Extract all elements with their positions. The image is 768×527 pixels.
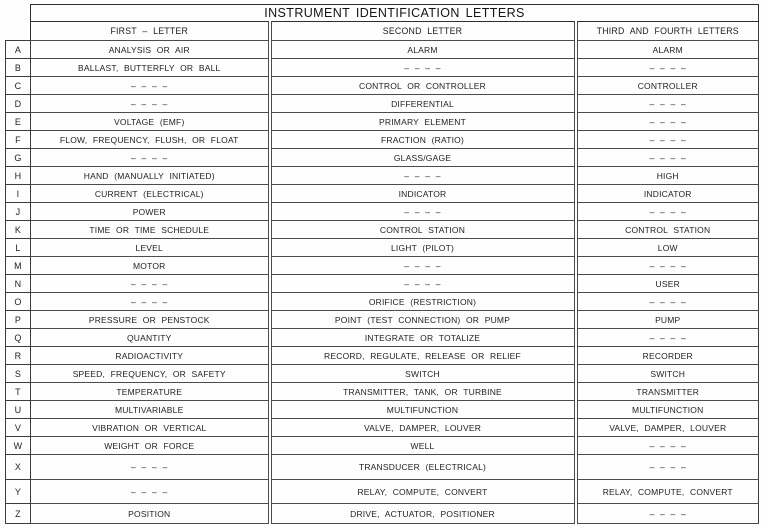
- cell-first-letter-meaning: POWER: [31, 203, 270, 221]
- table-row: [6, 455, 759, 480]
- cell-first-letter-meaning: TEMPERATURE: [31, 383, 270, 401]
- table-row: [6, 41, 759, 59]
- table-row: [6, 401, 759, 419]
- row-letter: B: [6, 59, 31, 77]
- cell-first-letter-meaning: ANALYSIS OR AIR: [31, 41, 270, 59]
- cell-first-letter-meaning: SPEED, FREQUENCY, OR SAFETY: [31, 365, 270, 383]
- cell-third-fourth-letters-meaning: SWITCH: [576, 365, 759, 383]
- table-row: [6, 131, 759, 149]
- cell-second-letter-meaning: PRIMARY ELEMENT: [270, 113, 576, 131]
- row-letter: O: [6, 293, 31, 311]
- row-letter: D: [6, 95, 31, 113]
- cell-third-fourth-letters-meaning: USER: [576, 275, 759, 293]
- row-letter: A: [6, 41, 31, 59]
- row-letter: Y: [6, 480, 31, 504]
- cell-second-letter-meaning: INTEGRATE OR TOTALIZE: [270, 329, 576, 347]
- table-row: [6, 347, 759, 365]
- cell-third-fourth-letters-meaning: INDICATOR: [576, 185, 759, 203]
- table-row: [6, 365, 759, 383]
- row-letter: F: [6, 131, 31, 149]
- cell-first-letter-meaning: RADIOACTIVITY: [31, 347, 270, 365]
- cell-second-letter-meaning: VALVE, DAMPER, LOUVER: [270, 419, 576, 437]
- cell-third-fourth-letters-meaning: – – – –: [576, 131, 759, 149]
- cell-third-fourth-letters-meaning: – – – –: [576, 329, 759, 347]
- column-header-third-fourth-letters: THIRD AND FOURTH LETTERS: [576, 22, 759, 41]
- table-title: INSTRUMENT IDENTIFICATION LETTERS: [31, 5, 759, 22]
- cell-second-letter-meaning: MULTIFUNCTION: [270, 401, 576, 419]
- cell-third-fourth-letters-meaning: CONTROL STATION: [576, 221, 759, 239]
- cell-second-letter-meaning: GLASS/GAGE: [270, 149, 576, 167]
- cell-first-letter-meaning: MULTIVARIABLE: [31, 401, 270, 419]
- table-row: [6, 77, 759, 95]
- cell-third-fourth-letters-meaning: – – – –: [576, 437, 759, 455]
- cell-third-fourth-letters-meaning: PUMP: [576, 311, 759, 329]
- cell-third-fourth-letters-meaning: RELAY, COMPUTE, CONVERT: [576, 480, 759, 504]
- cell-first-letter-meaning: – – – –: [31, 455, 270, 480]
- cell-first-letter-meaning: – – – –: [31, 77, 270, 95]
- cell-second-letter-meaning: ORIFICE (RESTRICTION): [270, 293, 576, 311]
- table-row: [6, 113, 759, 131]
- cell-third-fourth-letters-meaning: – – – –: [576, 504, 759, 524]
- row-letter: Q: [6, 329, 31, 347]
- cell-second-letter-meaning: CONTROL OR CONTROLLER: [270, 77, 576, 95]
- cell-second-letter-meaning: DIFFERENTIAL: [270, 95, 576, 113]
- cell-second-letter-meaning: – – – –: [270, 59, 576, 77]
- table-row: [6, 504, 759, 524]
- cell-second-letter-meaning: RECORD, REGULATE, RELEASE OR RELIEF: [270, 347, 576, 365]
- row-letter: S: [6, 365, 31, 383]
- cell-second-letter-meaning: – – – –: [270, 167, 576, 185]
- cell-second-letter-meaning: – – – –: [270, 203, 576, 221]
- table-body: [6, 41, 759, 524]
- row-letter: K: [6, 221, 31, 239]
- title-row: [6, 5, 759, 22]
- cell-second-letter-meaning: INDICATOR: [270, 185, 576, 203]
- instrument-identification-table: [5, 4, 759, 524]
- row-letter: R: [6, 347, 31, 365]
- cell-first-letter-meaning: FLOW, FREQUENCY, FLUSH, OR FLOAT: [31, 131, 270, 149]
- cell-third-fourth-letters-meaning: RECORDER: [576, 347, 759, 365]
- row-letter: W: [6, 437, 31, 455]
- cell-second-letter-meaning: ALARM: [270, 41, 576, 59]
- cell-second-letter-meaning: DRIVE, ACTUATOR, POSITIONER: [270, 504, 576, 524]
- cell-third-fourth-letters-meaning: – – – –: [576, 455, 759, 480]
- cell-second-letter-meaning: LIGHT (PILOT): [270, 239, 576, 257]
- cell-third-fourth-letters-meaning: – – – –: [576, 293, 759, 311]
- cell-third-fourth-letters-meaning: ALARM: [576, 41, 759, 59]
- row-letter: V: [6, 419, 31, 437]
- cell-third-fourth-letters-meaning: – – – –: [576, 113, 759, 131]
- table-row: [6, 275, 759, 293]
- row-letter: T: [6, 383, 31, 401]
- column-header-row: [6, 22, 759, 41]
- cell-first-letter-meaning: PRESSURE OR PENSTOCK: [31, 311, 270, 329]
- cell-third-fourth-letters-meaning: – – – –: [576, 95, 759, 113]
- cell-first-letter-meaning: – – – –: [31, 95, 270, 113]
- cell-first-letter-meaning: VOLTAGE (EMF): [31, 113, 270, 131]
- cell-first-letter-meaning: VIBRATION OR VERTICAL: [31, 419, 270, 437]
- row-letter: U: [6, 401, 31, 419]
- row-letter: L: [6, 239, 31, 257]
- cell-second-letter-meaning: – – – –: [270, 257, 576, 275]
- corner-spacer: [6, 5, 31, 22]
- cell-third-fourth-letters-meaning: – – – –: [576, 59, 759, 77]
- cell-second-letter-meaning: WELL: [270, 437, 576, 455]
- cell-third-fourth-letters-meaning: HIGH: [576, 167, 759, 185]
- cell-third-fourth-letters-meaning: – – – –: [576, 257, 759, 275]
- cell-third-fourth-letters-meaning: TRANSMITTER: [576, 383, 759, 401]
- cell-first-letter-meaning: – – – –: [31, 293, 270, 311]
- cell-second-letter-meaning: TRANSDUCER (ELECTRICAL): [270, 455, 576, 480]
- cell-third-fourth-letters-meaning: VALVE, DAMPER, LOUVER: [576, 419, 759, 437]
- cell-first-letter-meaning: QUANTITY: [31, 329, 270, 347]
- row-letter: P: [6, 311, 31, 329]
- column-header-first-letter: FIRST – LETTER: [31, 22, 270, 41]
- table-row: [6, 257, 759, 275]
- row-letter: M: [6, 257, 31, 275]
- row-letter: E: [6, 113, 31, 131]
- cell-first-letter-meaning: MOTOR: [31, 257, 270, 275]
- table-row: [6, 95, 759, 113]
- cell-first-letter-meaning: – – – –: [31, 480, 270, 504]
- table-row: [6, 59, 759, 77]
- table-row: [6, 167, 759, 185]
- cell-first-letter-meaning: WEIGHT OR FORCE: [31, 437, 270, 455]
- cell-second-letter-meaning: RELAY, COMPUTE, CONVERT: [270, 480, 576, 504]
- cell-third-fourth-letters-meaning: MULTIFUNCTION: [576, 401, 759, 419]
- row-letter: I: [6, 185, 31, 203]
- table-row: [6, 185, 759, 203]
- table-row: [6, 329, 759, 347]
- table-row: [6, 480, 759, 504]
- row-letter: X: [6, 455, 31, 480]
- cell-second-letter-meaning: FRACTION (RATIO): [270, 131, 576, 149]
- table-row: [6, 239, 759, 257]
- table-row: [6, 437, 759, 455]
- cell-second-letter-meaning: POINT (TEST CONNECTION) OR PUMP: [270, 311, 576, 329]
- cell-third-fourth-letters-meaning: – – – –: [576, 149, 759, 167]
- cell-second-letter-meaning: CONTROL STATION: [270, 221, 576, 239]
- cell-second-letter-meaning: SWITCH: [270, 365, 576, 383]
- cell-second-letter-meaning: – – – –: [270, 275, 576, 293]
- corner-spacer: [6, 22, 31, 41]
- column-header-second-letter: SECOND LETTER: [270, 22, 576, 41]
- row-letter: J: [6, 203, 31, 221]
- cell-first-letter-meaning: CURRENT (ELECTRICAL): [31, 185, 270, 203]
- cell-first-letter-meaning: – – – –: [31, 275, 270, 293]
- cell-first-letter-meaning: – – – –: [31, 149, 270, 167]
- row-letter: C: [6, 77, 31, 95]
- cell-first-letter-meaning: HAND (MANUALLY INITIATED): [31, 167, 270, 185]
- table-row: [6, 311, 759, 329]
- cell-first-letter-meaning: LEVEL: [31, 239, 270, 257]
- cell-third-fourth-letters-meaning: – – – –: [576, 203, 759, 221]
- cell-first-letter-meaning: POSITION: [31, 504, 270, 524]
- cell-first-letter-meaning: BALLAST, BUTTERFLY OR BALL: [31, 59, 270, 77]
- cell-third-fourth-letters-meaning: LOW: [576, 239, 759, 257]
- table-row: [6, 293, 759, 311]
- cell-first-letter-meaning: TIME OR TIME SCHEDULE: [31, 221, 270, 239]
- row-letter: Z: [6, 504, 31, 524]
- cell-third-fourth-letters-meaning: CONTROLLER: [576, 77, 759, 95]
- table-row: [6, 383, 759, 401]
- row-letter: G: [6, 149, 31, 167]
- row-letter: N: [6, 275, 31, 293]
- row-letter: H: [6, 167, 31, 185]
- table-row: [6, 149, 759, 167]
- table-row: [6, 221, 759, 239]
- table-row: [6, 419, 759, 437]
- table-row: [6, 203, 759, 221]
- cell-second-letter-meaning: TRANSMITTER, TANK, OR TURBINE: [270, 383, 576, 401]
